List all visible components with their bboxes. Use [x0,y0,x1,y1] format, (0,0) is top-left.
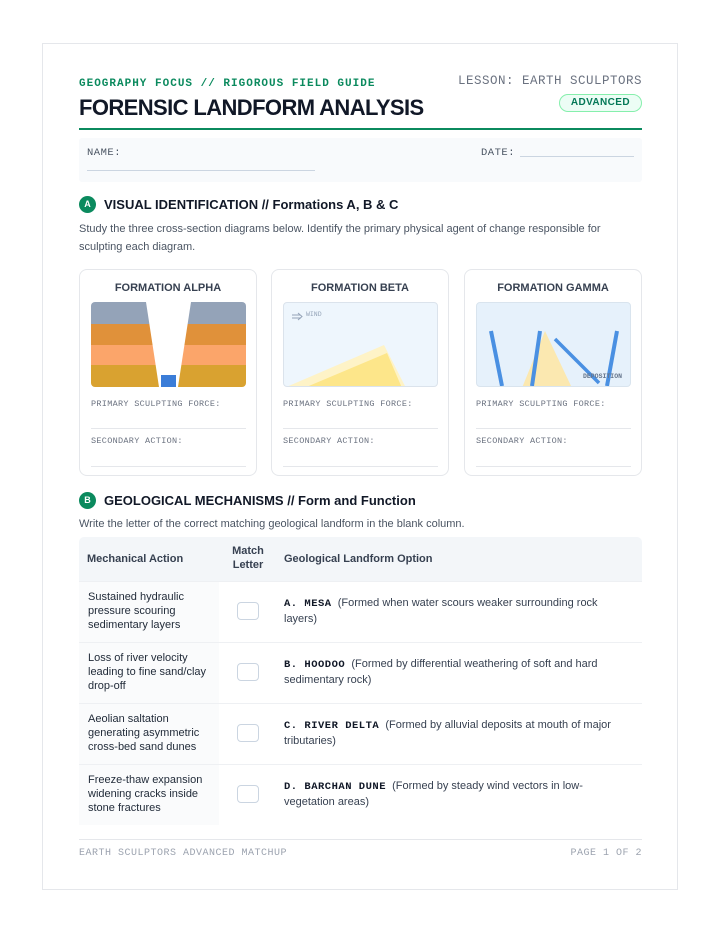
col-match-header-line1: Match [232,545,264,557]
name-label: NAME: [87,147,122,159]
canyon-cross-section [91,302,246,387]
section-a-instructions: Study the three cross-section diagrams below. Identify the primary physical agent of change responsible for sculpting each diagram. [79,223,601,253]
landform-option [284,657,624,688]
option-letter: D. BARCHAN DUNE [284,781,387,793]
formation-alpha-diagram [91,302,246,387]
col-option-header: Geological Landform Option [284,553,433,565]
landform-option [284,779,624,810]
secondary-action-label: SECONDARY ACTION: [476,436,568,446]
lesson-label: LESSON: EARTH SCULPTORS [457,74,642,88]
option-description: (Formed when water scours weaker surrounding rock layers) [284,597,598,625]
secondary-action-label: SECONDARY ACTION: [91,436,183,446]
secondary-action-label: SECONDARY ACTION: [283,436,375,446]
page-title: FORENSIC LANDFORM ANALYSIS [79,95,424,120]
match-letter-input[interactable] [237,724,259,742]
date-label: DATE: [481,147,516,159]
option-letter: C. RIVER DELTA [284,720,380,732]
option-letter: B. HOODOO [284,659,346,671]
primary-force-label: PRIMARY SCULPTING FORCE: [91,399,221,409]
option-description: (Formed by steady wind vectors in low-vegetation areas) [284,780,583,808]
name-field[interactable] [87,170,315,171]
formation-alpha-card [79,269,257,476]
option-description: (Formed by alluvial deposits at mouth of major tributaries) [284,719,611,747]
secondary-action-field[interactable] [476,466,631,467]
section-b-badge: B [79,492,96,509]
header-divider [79,128,642,130]
table-row [79,703,642,764]
secondary-action-field[interactable] [283,466,438,467]
card-title: FORMATION ALPHA [114,282,222,294]
match-letter-input[interactable] [237,602,259,620]
deposition-label: DEPOSITION [582,373,622,380]
primary-force-label: PRIMARY SCULPTING FORCE: [283,399,413,409]
worksheet-page [42,43,678,890]
option-description: (Formed by differential weathering of soft and hard sedimentary rock) [284,658,598,686]
table-row [79,642,642,703]
mechanical-action: Freeze-thaw expansion widening cracks inside stone fractures [88,774,203,814]
section-a-badge: A [79,196,96,213]
landform-option [284,596,624,627]
wind-arrow-icon [292,313,302,320]
student-info-box [79,138,642,182]
mechanical-action: Sustained hydraulic pressure scouring sedimentary layers [88,591,185,631]
date-field[interactable] [520,156,634,157]
wind-label: WIND [306,311,322,318]
section-b-instructions: Write the letter of the correct matching geological landform in the blank column. [79,518,465,530]
primary-force-label: PRIMARY SCULPTING FORCE: [476,399,606,409]
section-b-title: GEOLOGICAL MECHANISMS // Form and Function [104,493,416,508]
header-kicker: GEOGRAPHY FOCUS // RIGOROUS FIELD GUIDE [79,78,376,90]
match-letter-input[interactable] [237,785,259,803]
card-title: FORMATION BETA [311,282,409,294]
footer-left: EARTH SCULPTORS ADVANCED MATCHUP [79,848,288,859]
col-action-header: Mechanical Action [87,553,184,565]
match-letter-input[interactable] [237,663,259,681]
matching-table [79,537,642,825]
card-title: FORMATION GAMMA [497,282,609,294]
primary-force-field[interactable] [283,428,438,429]
secondary-action-field[interactable] [91,466,246,467]
option-letter: A. MESA [284,598,332,610]
mechanical-action: Loss of river velocity leading to fine sand/clay drop-off [88,652,207,692]
formation-gamma-diagram [476,302,631,387]
primary-force-field[interactable] [91,428,246,429]
landform-option [284,718,624,749]
primary-force-field[interactable] [476,428,631,429]
table-row [79,764,642,825]
table-row [79,581,642,642]
footer-divider [79,839,642,840]
page-number: PAGE 1 OF 2 [570,848,642,859]
formation-beta-diagram [283,302,438,387]
difficulty-badge: ADVANCED [559,94,642,112]
section-a-title: VISUAL IDENTIFICATION // Formations A, B & C [104,197,399,212]
mechanical-action: Aeolian saltation generating asymmetric cross-bed sand dunes [88,713,200,753]
formation-gamma-card [464,269,642,476]
col-match-header-line2: Letter [232,559,264,571]
table-header [79,537,642,581]
formation-beta-card [271,269,449,476]
river-water [161,375,176,387]
